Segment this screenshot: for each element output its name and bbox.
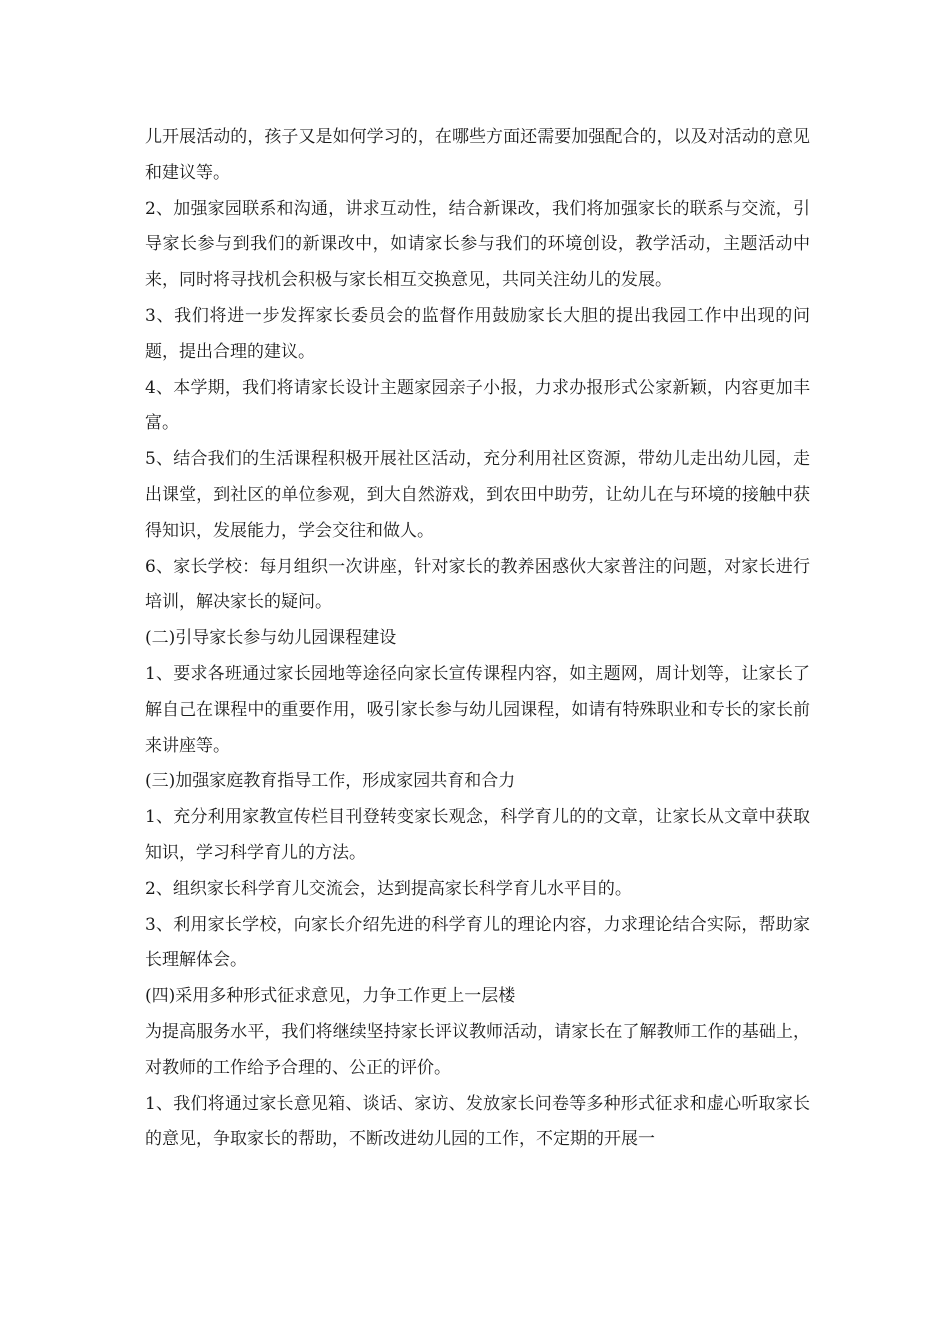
document-body (145, 120, 810, 1158)
paragraph: 6、家长学校：每月组织一次讲座，针对家长的教养困惑伙大家普注的问题，对家长进行培训，解决家长的疑问。 (145, 556, 810, 613)
section-heading: (三)加强家庭教育指导工作，形成家园共育和合力 (145, 771, 516, 792)
paragraph: 为提高服务水平，我们将继续坚持家长评议教师活动，请家长在了解教师工作的基础上，对教师的工作给予合理的、公正的评价。 (145, 1021, 810, 1078)
paragraph: 1、充分利用家教宣传栏目刊登转变家长观念，科学育儿的的文章，让家长从文章中获取知识，学习科学育儿的方法。 (145, 807, 810, 863)
paragraph: 儿开展活动的，孩子又是如何学习的，在哪些方面还需要加强配合的，以及对活动的意见和建议等。 (145, 127, 810, 183)
paragraph: 3、利用家长学校，向家长介绍先进的科学育儿的理论内容，力求理论结合实际，帮助家长理解体会。 (145, 914, 810, 971)
paragraph: 3、我们将进一步发挥家长委员会的监督作用鼓励家长大胆的提出我园工作中出现的问题，提出合理的建议。 (145, 305, 810, 362)
paragraph: 2、加强家园联系和沟通，讲求互动性，结合新课改，我们将加强家长的联系与交流，引导家长参与到我们的新课改中，如请家长参与我们的环境创设，教学活动，主题活动中来，同时将寻找机会积极与家长相互交换意见，共同关注幼儿的发展。 (145, 198, 810, 291)
section-heading: (二)引导家长参与幼儿园课程建设 (145, 628, 397, 649)
paragraph: 4、本学期，我们将请家长设计主题家园亲子小报，力求办报形式公家新颖，内容更加丰富。 (145, 377, 810, 434)
paragraph: 5、结合我们的生活课程积极开展社区活动，充分利用社区资源，带幼儿走出幼儿园，走出课堂，到社区的单位参观，到大自然游戏，到农田中助劳，让幼儿在与环境的接触中获得知识，发展能力，学会交往和做人。 (145, 449, 810, 541)
paragraph: 1、我们将通过家长意见箱、谈话、家访、发放家长问卷等多种形式征求和虚心听取家长的意见，争取家长的帮助，不断改进幼儿园的工作，不定期的开展一 (145, 1093, 810, 1150)
section-heading: (四)采用多种形式征求意见，力争工作更上一层楼 (145, 986, 516, 1007)
paragraph: 1、要求各班通过家长园地等途径向家长宣传课程内容，如主题网，周计划等，让家长了解自己在课程中的重要作用，吸引家长参与幼儿园课程，如请有特殊职业和专长的家长前来讲座等。 (145, 663, 810, 756)
paragraph: 2、组织家长科学育儿交流会，达到提高家长科学育儿水平目的。 (145, 878, 632, 899)
